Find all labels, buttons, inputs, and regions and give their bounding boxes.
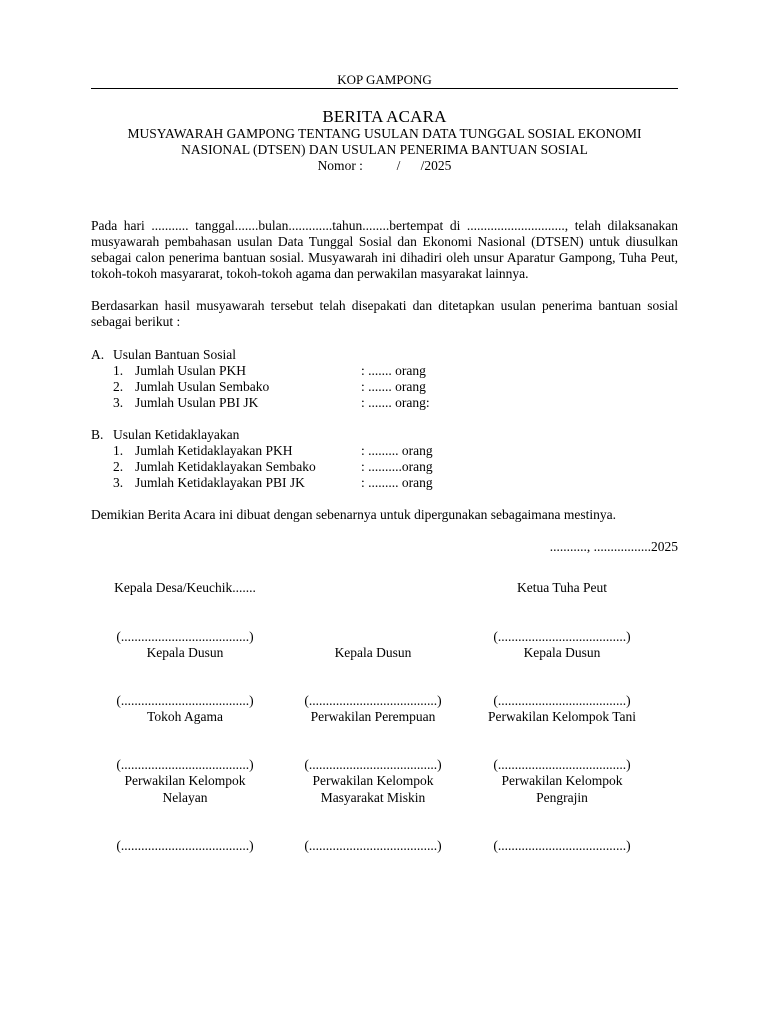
- place-date: ..........., .................2025: [549, 539, 678, 554]
- signature-blank-tuha-peut: (......................................): [493, 629, 631, 644]
- item-number: 3.: [113, 475, 124, 490]
- document-page: [91, 72, 678, 555]
- signature-ketua-tuha-peut-title: Ketua Tuha Peut: [516, 580, 607, 595]
- subtitle-line-1: MUSYAWARAH GAMPONG TENTANG USULAN DATA TUNGGAL SOSIAL EKONOMI: [127, 126, 642, 141]
- section-a-letter: A.: [91, 347, 105, 362]
- signature-blank-pengrajin: (......................................): [493, 838, 631, 853]
- signature-blank-dusun-3: (......................................): [493, 693, 631, 708]
- subtitle-line-2: NASIONAL (DTSEN) DAN USULAN PENERIMA BANTUAN SOSIAL: [181, 142, 588, 157]
- list-item: [91, 363, 678, 379]
- signature-tokoh-agama: Tokoh Agama: [147, 709, 223, 724]
- signature-kepala-dusun-2: Kepala Dusun: [334, 645, 412, 660]
- signature-blank-nelayan: (......................................): [116, 838, 254, 853]
- item-value: : ......... orang: [361, 475, 433, 490]
- document-number: Nomor : / /2025: [317, 158, 452, 173]
- decision-paragraph: Berdasarkan hasil musyawarah tersebut telah disepakati dan ditetapkan usulan penerima bantuan sosial sebagai berikut :: [91, 298, 678, 329]
- signature-nelayan-line-1: Perwakilan Kelompok: [124, 773, 246, 788]
- section-b-letter: B.: [91, 427, 104, 442]
- item-number: 1.: [113, 443, 124, 458]
- signature-blank-tani: (......................................): [493, 757, 631, 772]
- list-item: [91, 395, 678, 411]
- item-number: 2.: [113, 459, 124, 474]
- item-label: Jumlah Usulan Sembako: [135, 379, 270, 394]
- kop-gampong: KOP GAMPONG: [337, 72, 432, 87]
- item-number: 3.: [113, 395, 124, 410]
- list-item: [91, 475, 678, 491]
- signature-kepala-desa-title: Kepala Desa/Keuchik.......: [114, 580, 256, 595]
- item-value: : ....... orang:: [361, 395, 430, 410]
- signature-miskin-line-1: Perwakilan Kelompok: [312, 773, 434, 788]
- signature-pengrajin-line-1: Perwakilan Kelompok: [501, 773, 623, 788]
- section-b-title: Usulan Ketidaklayakan: [113, 427, 240, 442]
- item-value: : ..........orang: [361, 459, 433, 474]
- item-value: : ....... orang: [361, 363, 426, 378]
- signature-blank-dusun-2: (......................................): [304, 693, 442, 708]
- signature-blank-perempuan: (......................................): [304, 757, 442, 772]
- item-label: Jumlah Usulan PKH: [135, 363, 246, 378]
- opening-paragraph: Pada hari ........... tanggal.......bulan.............tahun........bertempat di ............................., telah dilaksanakan musyawarah pembahasan usulan Data Tunggal Sosial dan Ekonomi Nasional (DTSEN) untuk diusulkan sebagai calon penerima bantuan sosial. Musyawarah ini dihadiri oleh unsur Aparatur Gampong, Tuha Peut, tokoh-tokoh masyararat, tokoh-tokoh agama dan perwakilan masyarakat lainnya.: [91, 218, 678, 281]
- signature-miskin-line-2: Masyarakat Miskin: [320, 790, 426, 805]
- section-a-title: Usulan Bantuan Sosial: [113, 347, 236, 362]
- section-a-heading: [91, 347, 678, 363]
- item-label: Jumlah Ketidaklayakan Sembako: [135, 459, 316, 474]
- list-item: [91, 379, 678, 395]
- signature-perwakilan-perempuan: Perwakilan Perempuan: [310, 709, 436, 724]
- document-title: BERITA ACARA: [322, 107, 447, 126]
- item-number: 1.: [113, 363, 124, 378]
- signature-nelayan-line-2: Nelayan: [162, 790, 208, 805]
- signature-blank-dusun-1: (......................................): [116, 693, 254, 708]
- signature-blank-miskin: (......................................): [304, 838, 442, 853]
- list-item: [91, 443, 678, 459]
- closing-statement: Demikian Berita Acara ini dibuat dengan sebenarnya untuk dipergunakan sebagaimana mestinya.: [91, 507, 616, 522]
- item-value: : ....... orang: [361, 379, 426, 394]
- list-item: [91, 459, 678, 475]
- signature-pengrajin-line-2: Pengrajin: [536, 790, 588, 805]
- signature-blank-agama: (......................................): [116, 757, 254, 772]
- header-rule: [91, 88, 678, 89]
- signature-kepala-dusun-3: Kepala Dusun: [523, 645, 601, 660]
- signature-blank-kepala-desa: (......................................): [116, 629, 254, 644]
- section-b-heading: [91, 427, 678, 443]
- item-label: Jumlah Usulan PBI JK: [135, 395, 259, 410]
- signature-kepala-dusun-1: Kepala Dusun: [146, 645, 224, 660]
- signature-perwakilan-tani: Perwakilan Kelompok Tani: [487, 709, 637, 724]
- item-label: Jumlah Ketidaklayakan PBI JK: [135, 475, 305, 490]
- item-number: 2.: [113, 379, 124, 394]
- item-value: : ......... orang: [361, 443, 433, 458]
- item-label: Jumlah Ketidaklayakan PKH: [135, 443, 293, 458]
